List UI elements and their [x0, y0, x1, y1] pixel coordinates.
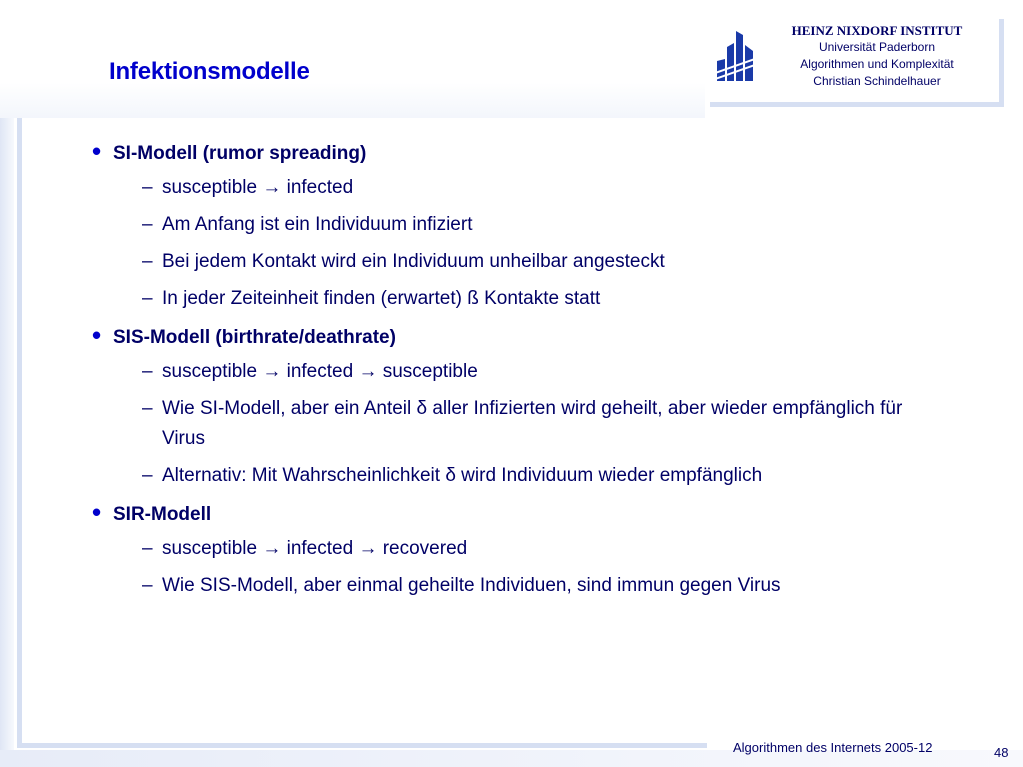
sub-item	[92, 394, 932, 454]
bullet-dot: •	[92, 136, 102, 166]
sub-item	[92, 534, 972, 564]
bullet-heading: SI-Modell (rumor spreading)	[113, 143, 367, 164]
sub-item	[92, 284, 972, 314]
sub-item	[92, 210, 972, 240]
sub-item-text: Wie SIS-Modell, aber einmal geheilte Individuen, sind immun gegen Virus	[162, 575, 781, 596]
sub-item-text: Alternativ: Mit Wahrscheinlichkeit δ wird Individuum wieder empfänglich	[162, 465, 763, 486]
bullet-dot: •	[92, 497, 102, 527]
slide-title: Infektionsmodelle	[109, 58, 310, 85]
sub-item-text: In jeder Zeiteinheit finden (erwartet) ß Kontakte statt	[162, 288, 601, 309]
page-number: 48	[994, 745, 1009, 760]
hni-logo-icon	[715, 29, 755, 85]
footer-course: Algorithmen des Internets 2005-12	[733, 740, 933, 755]
dash: –	[142, 251, 153, 272]
dash: –	[142, 214, 153, 235]
bullet-dot: •	[92, 320, 102, 350]
dash: –	[142, 398, 153, 419]
author-name: Christian Schindelhauer	[813, 74, 941, 88]
bullet-heading: SIS-Modell (birthrate/deathrate)	[113, 327, 396, 348]
bullet-sir-modell	[92, 497, 972, 527]
bullet-sis-modell	[92, 320, 972, 350]
university-name: Universität Paderborn	[818, 40, 936, 54]
sub-item-text: Wie SI-Modell, aber ein Anteil δ aller Infizierten wird geheilt, aber wieder empfänglich für Virus	[162, 398, 903, 449]
dash: –	[142, 361, 153, 382]
sub-item	[92, 173, 972, 203]
sub-item-text: susceptible → infected → susceptible	[162, 361, 478, 382]
dash: –	[142, 538, 153, 559]
dash: –	[142, 288, 153, 309]
sub-item-text: Bei jedem Kontakt wird ein Individuum unheilbar angesteckt	[162, 251, 665, 272]
sub-item	[92, 571, 972, 601]
decorative-top-band	[0, 0, 705, 118]
sub-item	[92, 247, 972, 277]
dash: –	[142, 177, 153, 198]
sub-item-text: Am Anfang ist ein Individuum infiziert	[162, 214, 473, 235]
decorative-left-bar	[0, 118, 14, 767]
sub-item-text: susceptible → infected	[162, 177, 354, 198]
sub-item	[92, 357, 972, 387]
bullet-si-modell	[92, 136, 972, 166]
sub-item	[92, 461, 972, 491]
institute-header	[705, 14, 999, 102]
slide-content	[92, 136, 972, 601]
sub-item-text: susceptible → infected → recovered	[162, 538, 468, 559]
department-name: Algorithmen und Komplexität	[800, 57, 954, 71]
bullet-heading: SIR-Modell	[113, 504, 212, 525]
decorative-bottom-line	[17, 743, 707, 748]
dash: –	[142, 465, 153, 486]
dash: –	[142, 575, 153, 596]
decorative-left-line	[17, 118, 22, 748]
institute-name: HEINZ NIXDORF INSTITUT	[791, 23, 963, 38]
